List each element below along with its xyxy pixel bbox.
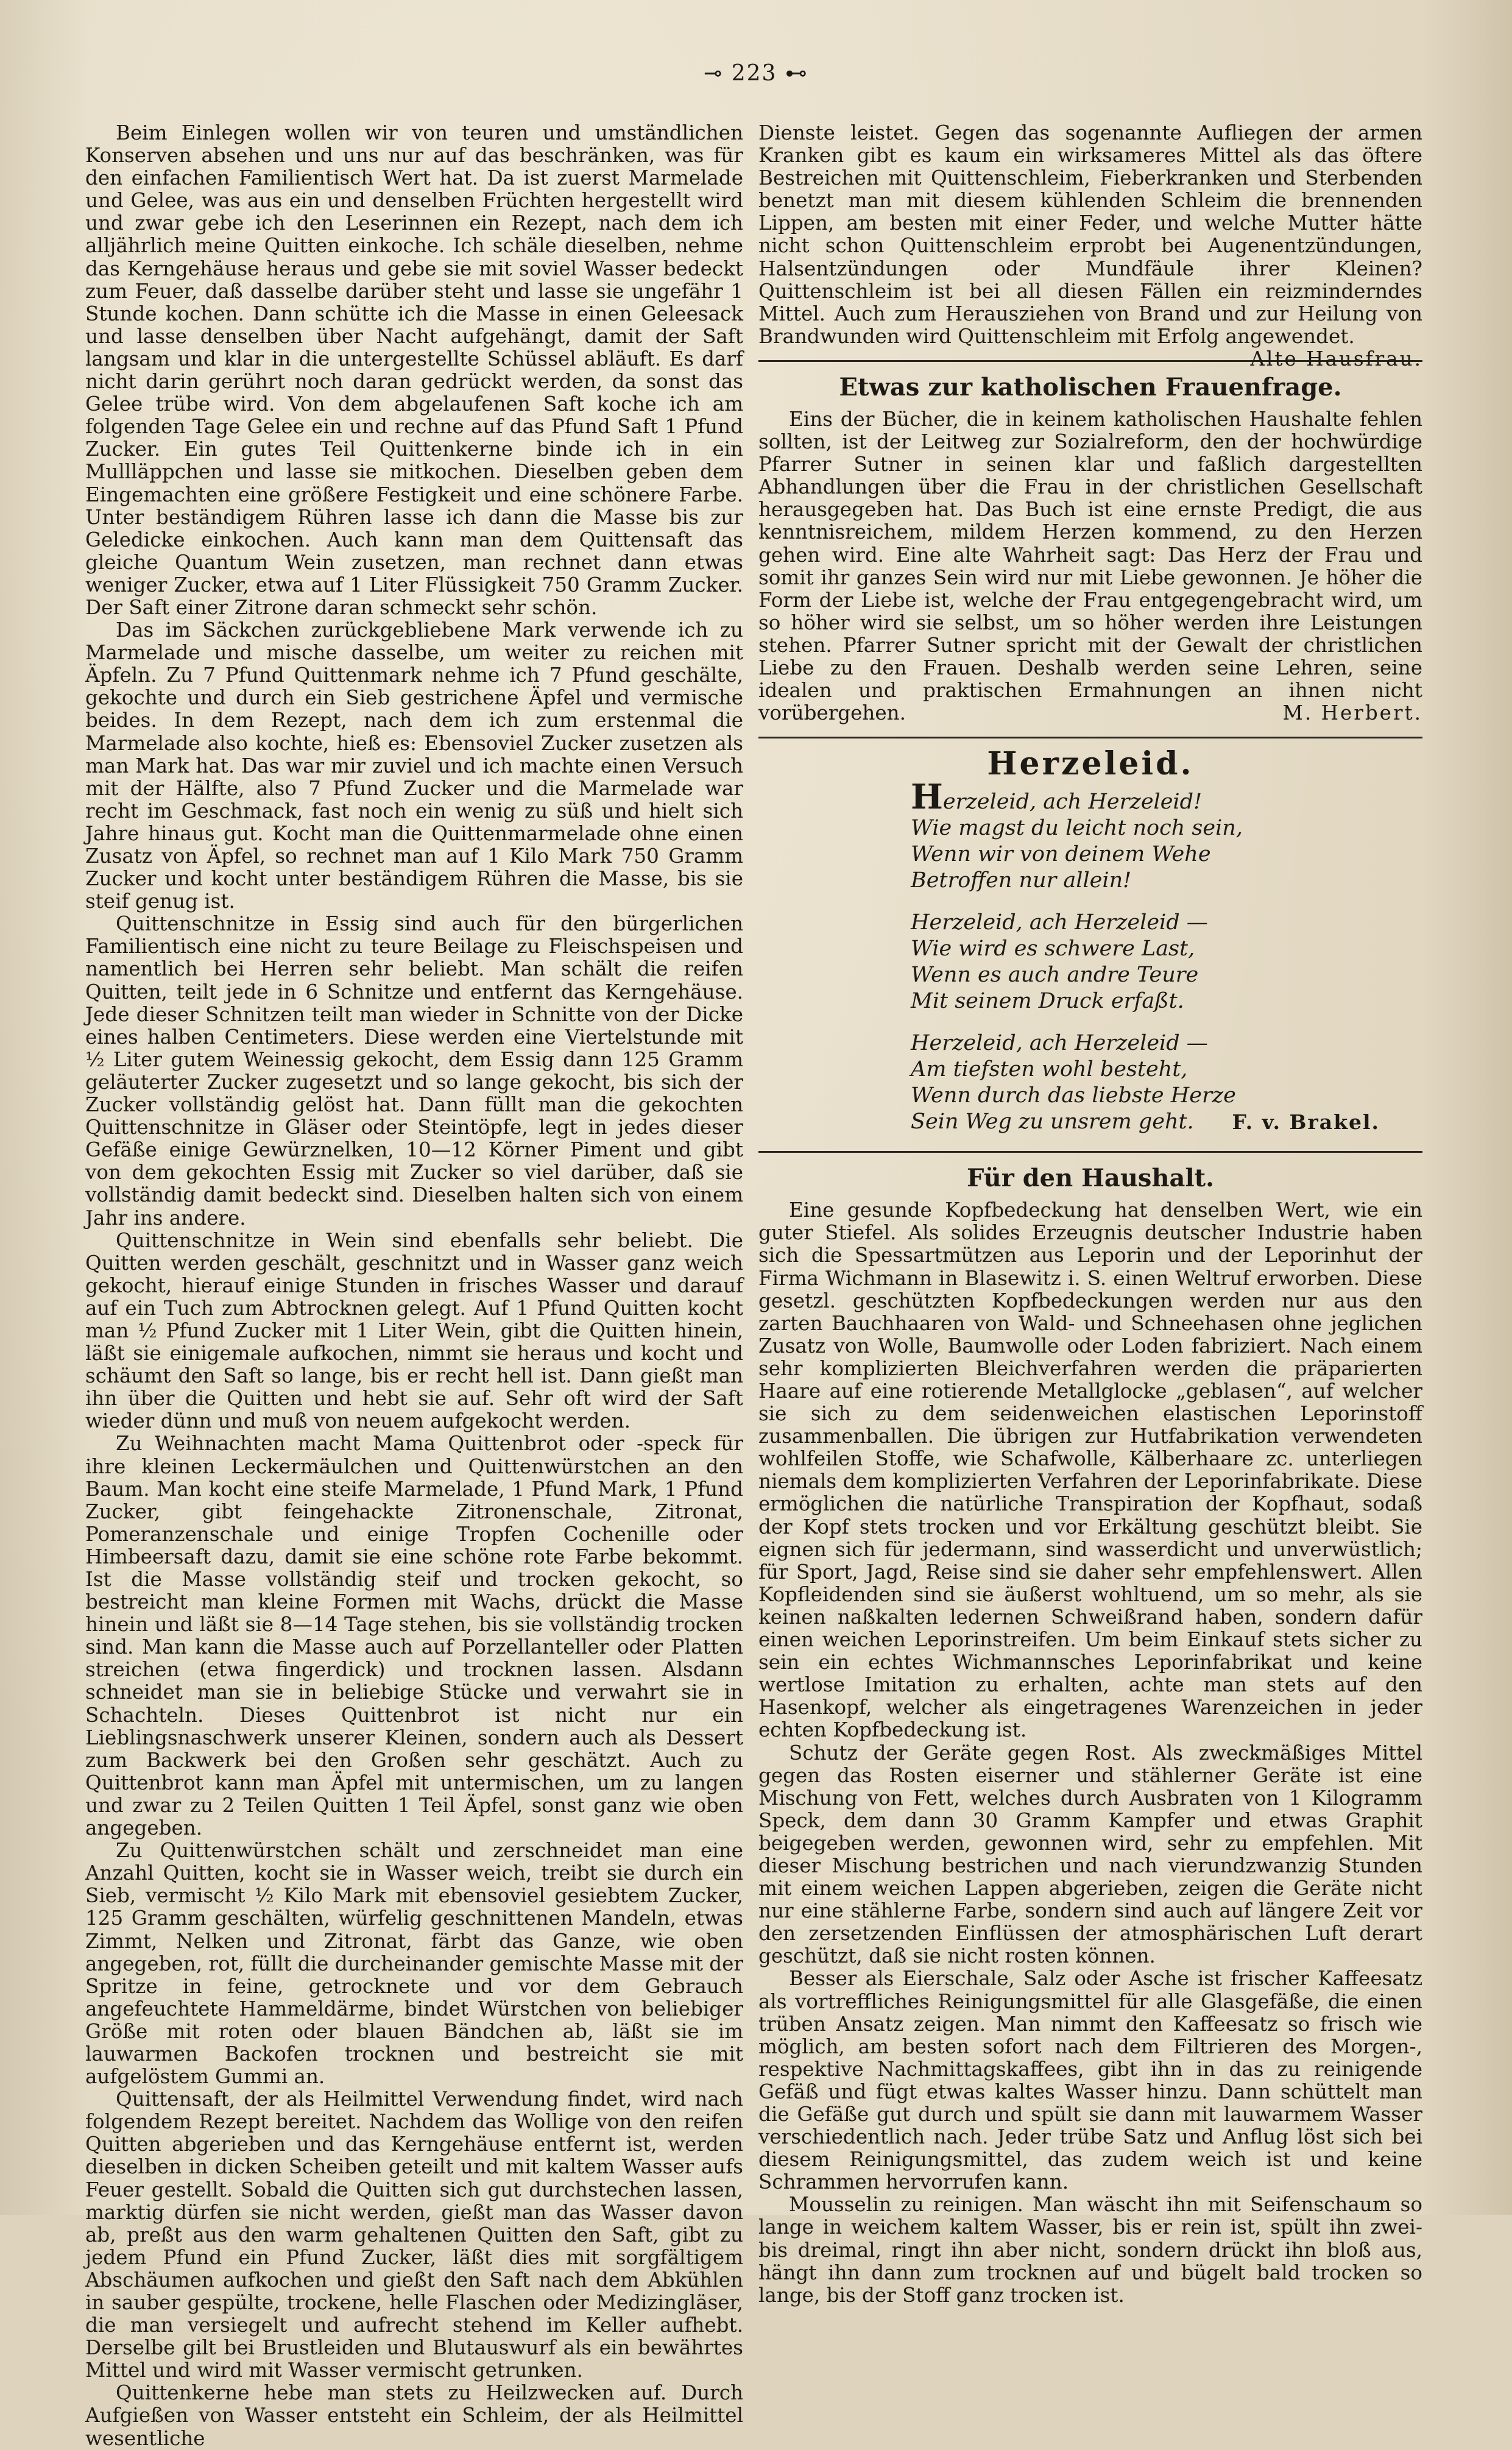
poem-line: Wenn durch das liebste Herze — [911, 1083, 1236, 1108]
paragraph-mark: Das im Säckchen zurückgebliebene Mark verwende ich zu Marmelade und mische dasselbe, um weiter zu reichen mit Äpfeln. Zu 7 Pfund Quittenmark nehme ich 7 Pfund geschälte, gekochte und durch ein Sieb gestrichene Äpfel und vermische beides. In dem Rezept, nach dem ich zum erstenmal die Marmelade also kochte, hieß es: Ebensoviel Zucker zusetzen als man Mark hat. Das war mir zuviel und ich machte einen Versuch mit der Hälfte, also 7 Pfund Zucker und die Marmelade war recht im Geschmack, fast noch ein wenig zu süß und hielt sich Jahre hinaus gut. Kocht man die Quittenmarmelade ohne einen Zusatz von Äpfel, so rechnet man auf 1 Kilo Mark 750 Gramm Zucker und kocht unter beständigem Rühren die Masse, bis sie steif genug ist. — [85, 618, 743, 913]
poem-line: Am tiefsten wohl besteht, — [911, 1057, 1188, 1082]
poem-line — [911, 777, 1398, 818]
poem-line: Wenn es auch andre Teure — [911, 963, 1199, 988]
poem — [911, 777, 1398, 1135]
poem-author: F. v. Brakel. — [1232, 1110, 1380, 1135]
section-title-frauenfrage: Etwas zur katholischen Frauenfrage. — [839, 372, 1342, 402]
paragraph-kaffeesatz: Besser als Eierschale, Salz oder Asche ist frischer Kaffeesatz als vortreffliches Reinigungsmittel für alle Glasgefäße, die einen trüben Ansatz zeigen. Man nimmt den Kaffeesatz so frisch wie möglich, am besten sofort nach dem Filtrieren des Morgen-, respektive Nachmittagskaffees, gibt ihn in das zu reinigende Gefäß und fügt etwas kaltes Wasser hinzu. Dann schüttelt man die Gefäße gut durch und spült sie dann mit lauwarmem Wasser verschiedentlich nach. Jeder trübe Satz und Anflug löst sich bei diesem Reinigungsmittel, das zudem weich ist und keine Schrammen hervorrufen kann. — [758, 1967, 1422, 2194]
poem-line: Wie wird es schwere Last, — [911, 936, 1195, 961]
poem-line: Betroffen nur allein! — [911, 868, 1132, 893]
right-column — [758, 122, 1422, 2307]
drop-cap: H — [911, 777, 943, 818]
section-title-haushalt: Für den Haushalt. — [966, 1164, 1215, 1193]
paragraph-rost: Schutz der Geräte gegen Rost. Als zweckmäßiges Mittel gegen das Rosten eiserner und stählerner Geräte ist eine Mischung von Fett, welches durch Ausbraten von 1 Kilogramm Speck, dem dann 30 Gramm Kampfer und etwas Graphit beigegeben werden, gewonnen wird, sehr zu empfehlen. Mit dieser Mischung bestrichen und nach vierundzwanzig Stunden mit einem weichen Lappen abgerieben, zeigen die Geräte nicht nur eine stählerne Farbe, sondern sind auch auf längere Zeit vor den zersetzenden Einflüssen der atmosphärischen Luft derart geschützt, daß sie nicht rosten können. — [758, 1741, 1422, 1968]
poem-line: Herzeleid, ach Herzeleid — — [911, 1031, 1208, 1056]
poem-title: Herzeleid. — [987, 745, 1194, 783]
paragraph-quittensaft: Quittensaft, der als Heilmittel Verwendung findet, wird nach folgendem Rezept bereitet. Nachdem das Wollige von den reifen Quitten abgerieben und das Kerngehäuse entfernt ist, werden dieselben in dicken Scheiben geteilt und mit kaltem Wasser aufs Feuer gestellt. Sobald die Quitten sich gut durchstechen lassen, marktig dürfen sie nicht werden, gießt man das Wasser davon ab, preßt aus den warm gehaltenen Quitten den Saft, gibt zu jedem Pfund ein Pfund Zucker, läßt dies mit sorgfältigem Abschäumen aufkochen und gießt den Saft nach dem Abkühlen in sauber gespülte, trockene, helle Flaschen oder Medizingläser, die man versiegelt und aufrecht stehend im Keller aufhebt. Derselbe gilt bei Brustleiden und Blutauswurf als ein bewährtes Mittel und wird mit Wasser vermischt getrunken. — [85, 2087, 743, 2382]
section-divider — [758, 737, 1422, 738]
poem-stanza — [911, 777, 1398, 894]
paragraph-frauenfrage — [758, 408, 1422, 724]
poem-stanza — [911, 910, 1398, 1014]
paragraph-marmelade: Beim Einlegen wollen wir von teuren und umständlichen Konserven absehen und uns nur auf das beschränken, was für den einfachen Familientisch Wert hat. Da ist zuerst Marmelade und Gelee, was aus ein und denselben Früchten hergestellt wird und zwar gebe ich den Leserinnen ein Rezept, nach dem ich alljährlich meine Quitten einkoche. Ich schäle dieselben, nehme das Kerngehäuse heraus und gebe sie mit soviel Wasser bedeckt zum Feuer, daß dasselbe darüber steht und lasse sie ungefähr 1 Stunde kochen. Dann schütte ich die Masse in einen Geleesack und lasse denselben über Nacht aufgehängt, damit der Saft langsam und klar in die untergestellte Schüssel abläuft. Es darf nicht darin gerührt noch daran gedrückt werden, da sonst das Gelee trübe wird. Von dem abgelaufenen Saft koche ich am folgenden Tage Gelee ein und rechne auf das Pfund Saft 1 Pfund Zucker. Ein gutes Teil Quittenkerne binde ich in ein Mullläppchen und lasse sie mitkochen. Dieselben geben dem Eingemachten eine größere Festigkeit und eine schönere Farbe. Unter beständigem Rühren lasse ich dann die Masse bis zur Geledicke einkochen. Auch kann man dem Quittensaft das gleiche Quantum Wein zusetzen, man rechnet dann etwas weniger Zucker, etwa auf 1 Liter Flüssigkeit 750 Gramm Zucker. Der Saft einer Zitrone daran schmeckt sehr schön. — [85, 121, 743, 619]
section-divider — [758, 1151, 1422, 1153]
continued-text: Dienste leistet. Gegen das sogenannte Aufliegen der armen Kranken gibt es kaum ein wirksameres Mittel als das öftere Bestreichen mit Quittenschleim, Fieberkranken und Sterbenden benetzt man mit diesem kühlenden Schleim die brennenden Lippen, am besten mit einer Feder, und welche Mutter hätte nicht schon Quittenschleim erprobt bei Augenentzündungen, Halsentzündungen oder Mundfäule ihrer Kleinen? Quittenschleim ist bei all diesen Fällen ein reizminderndes Mittel. Auch zum Herausziehen von Brand und zur Heilung von Brandwunden wird Quittenschleim mit Erfolg angewendet. — [758, 121, 1422, 348]
signature-alte-hausfrau: Alte Hausfrau. — [1250, 347, 1422, 370]
poem-stanza — [911, 1030, 1398, 1135]
paragraph-quittenbrot: Zu Weihnachten macht Mama Quittenbrot oder -speck für ihre kleinen Leckermäulchen und Quittenwürstchen an den Baum. Man kocht eine steife Marmelade, 1 Pfund Mark, 1 Pfund Zucker, gibt feingehackte Zitronenschale, Zitronat, Pomeranzenschale und einige Tropfen Cochenille oder Himbeersaft dazu, damit sie eine schöne rote Farbe bekommt. Ist die Masse vollständig steif und trocken gekocht, so bestreicht man kleine Formen mit Wachs, drückt die Masse hinein und läßt sie 8—14 Tage stehen, bis sie vollständig trocken sind. Man kann die Masse auch auf Porzellanteller oder Platten streichen (etwa fingerdick) und trocknen lassen. Alsdann schneidet man sie in beliebige Stücke und verwahrt sie in Schachteln. Dieses Quittenbrot ist nicht nur ein Lieblingsnaschwerk unserer Kleinen, sondern auch als Dessert zum Backwerk bei den Großen sehr geschätzt. Auch zu Quittenbrot kann man Äpfel mit untermischen, um zu langen und zwar zu 2 Teilen Quitten 1 Teil Äpfel, sonst ganz wie oben angegeben. — [85, 1432, 743, 1840]
frauenfrage-text: Eins der Bücher, die in keinem katholischen Haushalte fehlen sollten, ist der Leitweg zur Sozialreform, den der hochwürdige Pfarrer Sutner in seinen klar und faßlich dargestellten Abhandlungen über die Frau in der christlichen Gesellschaft herausgegeben hat. Das Buch ist eine ernste Predigt, die aus kenntnisreichem, mildem Herzen kommend, zu den Herzen gehen wird. Eine alte Wahrheit sagt: Das Herz der Frau und somit ihr ganzes Sein wird nur mit Liebe gewonnen. Je höher die Form der Liebe ist, welche der Frau entgegengebracht wird, um so höher wird sie selbst, um so höher werden ihre Leistungen stehen. Pfarrer Sutner spricht mit der Gewalt der christlichen Liebe zu den Frauen. Deshalb werden seine Lehren, seine idealen und praktischen Ermahnungen an ihnen nicht vorübergehen. — [758, 407, 1422, 725]
signature-herbert: M. Herbert. — [1282, 701, 1422, 725]
left-column — [85, 122, 743, 2450]
paragraph-continued — [758, 121, 1422, 370]
paragraph-quittenschnitze-wein: Quittenschnitze in Wein sind ebenfalls sehr beliebt. Die Quitten werden geschält, geschnitzt und in Wasser ganz weich gekocht, hierauf einige Stunden in frisches Wasser und darauf auf ein Tuch zum Abtrocknen gelegt. Auf 1 Pfund Quitten kocht man ½ Pfund Zucker mit 1 Liter Wein, gibt die Quitten hinein, läßt sie einigemale aufkochen, nimmt sie heraus und kocht und schäumt den Saft so lange, bis er recht hell ist. Dann gießt man ihn über die Quitten und hebt sie auf. Sehr oft wird der Saft wieder dünn und muß von neuem aufgekocht werden. — [85, 1228, 743, 1433]
paragraph-kopfbedeckung: Eine gesunde Kopfbedeckung hat denselben Wert, wie ein guter Stiefel. Als solides Erzeugnis deutscher Industrie haben sich die Spessartmützen aus Leporin und der Leporinhut der Firma Wichmann in Blasewitz i. S. einen Weltruf erworben. Diese gesetzl. geschützten Kopfbedeckungen werden nur aus den zarten Bauchhaaren von Wald- und Schneehasen ohne jeglichen Zusatz von Wolle, Baumwolle oder Loden fabriziert. Nach einem sehr komplizierten Bleichverfahren werden die präparierten Haare auf eine rotierende Metallglocke „geblasen“, auf welcher sie sich zu dem seidenweichen elastischen Leporinstoff zusammenballen. Die übrigen zur Hutfabrikation verwendeten wohlfeilen Stoffe, wie Schafwolle, Kälberhaare zc. unterliegen niemals dem komplizierten Verfahren der Leporinfabrikate. Diese ermöglichen die natürliche Transpiration der Kopfhaut, sodaß der Kopf stets trocken und vor Erkältung geschützt bleibt. Sie eignen sich für jedermann, sind wasserdicht und unverwüstlich; für Sport, Jagd, Reise sind sie daher sehr empfehlenswert. Allen Kopfleidenden sind sie äußerst wohltuend, um so mehr, als sie keinen naßkalten ledernen Schweißrand haben, sondern dafür einen weichen Leporinstreifen. Um beim Einkauf stets sicher zu sein ein echtes Wichmannsches Leporinfabrikat und keine wertlose Imitation zu erhalten, achte man stets auf den Hasenkopf, welcher als eingetragenes Warenzeichen in jeder echten Kopfbedeckung ist. — [758, 1198, 1422, 1742]
page-number: ⊸ 223 ⊷ — [704, 61, 808, 86]
paragraph-quittenkerne: Quittenkerne hebe man stets zu Heilzwecken auf. Durch Aufgießen von Wasser entsteht ein Schleim, der als Heilmittel wesentliche — [85, 2381, 743, 2450]
poem-line: Wenn wir von deinem Wehe — [911, 842, 1211, 867]
poem-line: Herzeleid, ach Herzeleid — — [911, 910, 1208, 935]
poem-line — [911, 1109, 1398, 1135]
paragraph-quittenwuerstchen: Zu Quittenwürstchen schält und zerschneidet man eine Anzahl Quitten, kocht sie in Wasser weich, treibt sie durch ein Sieb, vermischt ½ Kilo Mark mit ebensoviel gesiebtem Zucker, 125 Gramm geschälten, würfelig geschnittenen Mandeln, etwas Zimmt, Nelken und Zitronat, färbt das Ganze, wie oben angegeben, rot, füllt die durcheinander gemischte Masse mit der Spritze in feine, getrocknete und vor dem Gebrauch angefeuchtete Hammeldärme, bindet Würstchen von beliebiger Größe mit roten oder blauen Bändchen ab, läßt sie im lauwarmen Backofen trocknen und bestreicht sie mit aufgelöstem Gummi an. — [85, 1839, 743, 2089]
paragraph-mousselin: Mousselin zu reinigen. Man wäscht ihn mit Seifenschaum so lange in weichem kaltem Wasser, bis er rein ist, spült ihn zwei- bis dreimal, ringt ihn aber nicht, sondern drückt ihn bloß aus, hängt ihn dann zum trocknen auf und bügelt bald trocken so lange, bis der Stoff ganz trocken ist. — [758, 2193, 1422, 2307]
poem-line: Wie magst du leicht noch sein, — [911, 816, 1243, 841]
paragraph-quittenschnitze-essig: Quittenschnitze in Essig sind auch für den bürgerlichen Familientisch eine nicht zu teure Beilage zu Fleischspeisen und namentlich bei Herren sehr beliebt. Man schält die reifen Quitten, teilt jede in 6 Schnitze und entfernt das Kerngehäuse. Jede dieser Schnitzen teilt man wieder in Schnitte von der Dicke eines halben Centimeters. Diese werden eine Viertelstunde mit ½ Liter gutem Weinessig gekocht, dem Essig dann 125 Gramm geläuterter Zucker zugesetzt und so lange gekocht, bis sich der Zucker vollständig gelöst hat. Dann füllt man die gekochten Quittenschnitze in Gläser oder Steintöpfe, legt in jedes dieser Gefäße einige Gewürznelken, 10—12 Körner Piment und gibt von dem gekochten Essig mit Zucker so viel darüber, daß sie vollständig damit bedeckt sind. Dieselben halten sich von einem Jahr ins andere. — [85, 912, 743, 1230]
poem-line-text: Sein Weg zu unsrem geht. — [911, 1110, 1194, 1135]
poem-line: Mit seinem Druck erfaßt. — [911, 989, 1184, 1014]
poem-line-text: erzeleid, ach Herzeleid! — [942, 790, 1203, 815]
